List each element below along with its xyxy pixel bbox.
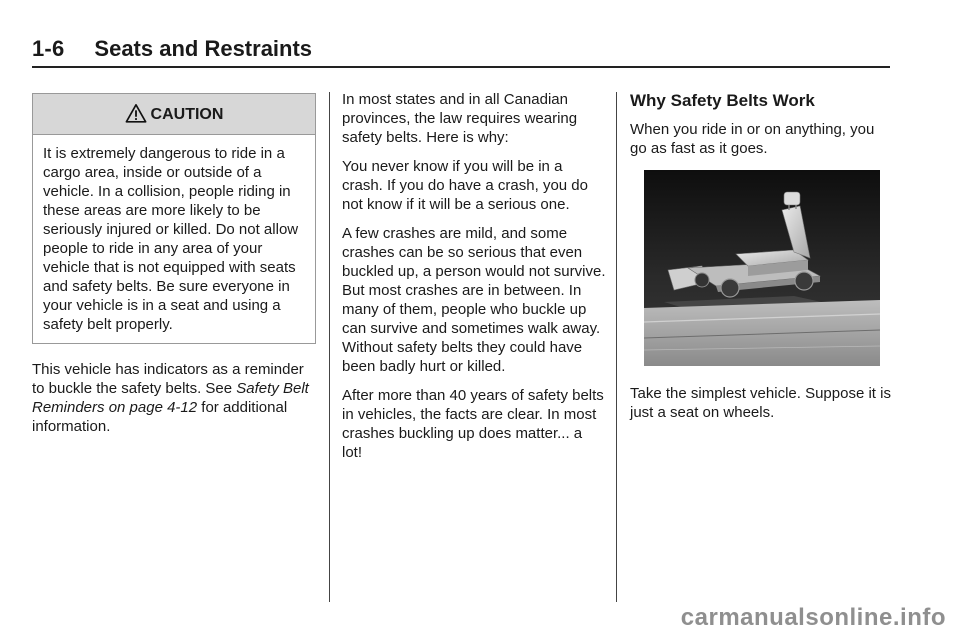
section-title: Seats and Restraints [94,36,313,61]
column-divider-1 [329,92,330,602]
column-divider-2 [616,92,617,602]
seat-illustration-svg [644,170,880,366]
warning-icon [125,103,147,125]
column-2 [342,90,606,472]
seat-on-wheels-illustration [644,170,880,366]
column-1 [32,93,316,446]
paragraph: When you ride in or on anything, you go as fast as it goes. [630,121,875,157]
caution-title: CAUTION [150,105,224,123]
cross-reference-link[interactable]: Safety Belt Reminders on page 4-12 [32,380,309,416]
reminder-text-end: for additional information. [32,399,288,435]
reminder-text: This vehicle has indicators as a reminder to buckle the safety belts. See [32,361,304,397]
paragraph: Take the simplest vehicle. Suppose it is just a seat on wheels. [630,385,891,421]
watermark: carmanualsonline.info [680,604,946,631]
column-3 [630,90,892,432]
caution-header [33,94,315,135]
caution-box [32,93,316,344]
caution-text: It is extremely dangerous to ride in a cargo area, inside or outside of a vehicle. In a collision, people riding in these areas are more likely to be seriously injured or killed. Do not allow people to ride in any area of your vehicle that is not equipped with seats and safety belts. Be sure everyone in your vehicle is in a seat and using a safety belt properly. [43,145,299,333]
paragraph: You never know if you will be in a crash. If you do have a crash, you do not know if it will be a serious one. [342,158,588,213]
page-header [32,36,890,68]
reminder-paragraph [32,360,316,436]
paragraph: In most states and in all Canadian provinces, the law requires wearing safety belts. Here is why: [342,91,578,146]
paragraph: After more than 40 years of safety belts in vehicles, the facts are clear. In most crashes buckling up does matter... a lot! [342,387,604,461]
page-number: 1-6 [32,36,65,61]
section-heading: Why Safety Belts Work [630,91,815,110]
paragraph: A few crashes are mild, and some crashes can be so serious that even buckled up, a person would not survive. But most crashes are in between. In many of them, people who buckle up can survive and sometimes walk away. Without safety belts they could have been badly hurt or killed. [342,225,606,375]
